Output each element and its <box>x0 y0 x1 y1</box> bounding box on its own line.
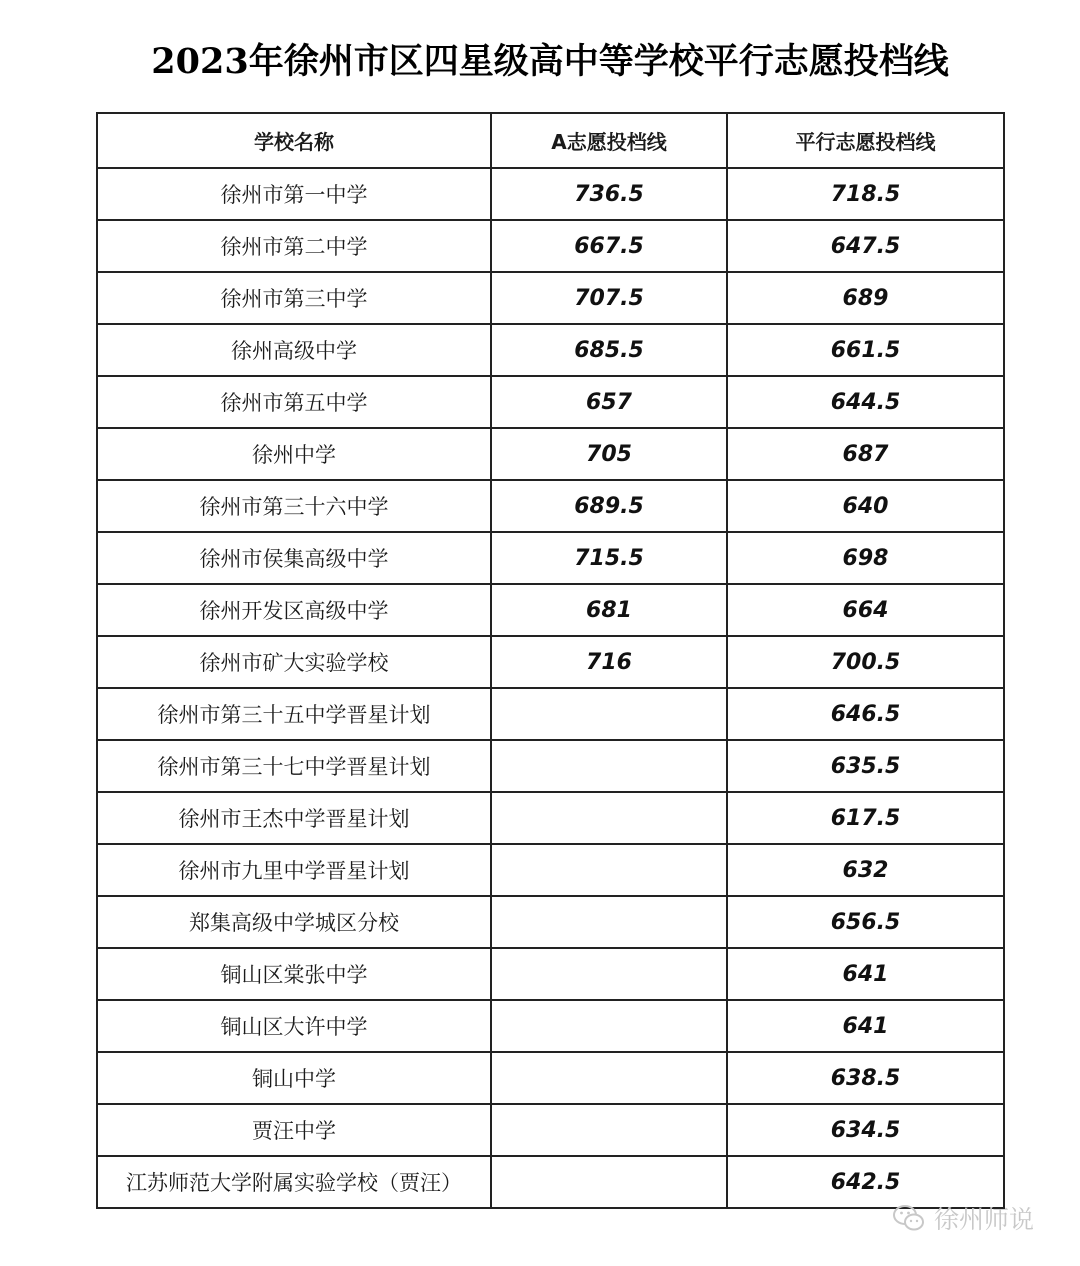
a-score-cell: 707.5 <box>491 272 727 324</box>
school-name-cell: 徐州市第二中学 <box>97 220 491 272</box>
school-name-cell: 铜山区大许中学 <box>97 1000 491 1052</box>
header-parallel-score: 平行志愿投档线 <box>727 113 1004 168</box>
school-name-cell: 贾汪中学 <box>97 1104 491 1156</box>
table-row <box>97 168 1004 220</box>
parallel-score-cell: 687 <box>727 428 1004 480</box>
watermark <box>892 1198 1034 1238</box>
school-name-cell: 徐州市第五中学 <box>97 376 491 428</box>
parallel-score-cell: 635.5 <box>727 740 1004 792</box>
a-score-cell <box>491 1052 727 1104</box>
a-score-cell <box>491 844 727 896</box>
parallel-score-cell: 617.5 <box>727 792 1004 844</box>
a-score-cell: 705 <box>491 428 727 480</box>
table-row <box>97 1052 1004 1104</box>
a-score-cell: 685.5 <box>491 324 727 376</box>
table-row <box>97 948 1004 1000</box>
parallel-score-cell: 664 <box>727 584 1004 636</box>
table-row <box>97 1104 1004 1156</box>
school-name-cell: 徐州市侯集高级中学 <box>97 532 491 584</box>
table-row <box>97 376 1004 428</box>
school-name-cell: 江苏师范大学附属实验学校（贾汪） <box>97 1156 491 1208</box>
table-row <box>97 428 1004 480</box>
table-row <box>97 532 1004 584</box>
wechat-icon <box>892 1203 926 1233</box>
parallel-score-cell: 632 <box>727 844 1004 896</box>
table-row <box>97 636 1004 688</box>
a-score-cell <box>491 1156 727 1208</box>
school-name-cell: 徐州市第三十六中学 <box>97 480 491 532</box>
parallel-score-cell: 638.5 <box>727 1052 1004 1104</box>
parallel-score-cell: 646.5 <box>727 688 1004 740</box>
a-score-cell: 667.5 <box>491 220 727 272</box>
a-score-cell: 689.5 <box>491 480 727 532</box>
school-name-cell: 徐州市第三中学 <box>97 272 491 324</box>
school-name-cell: 徐州市九里中学晋星计划 <box>97 844 491 896</box>
parallel-score-cell: 689 <box>727 272 1004 324</box>
a-score-cell <box>491 688 727 740</box>
a-score-cell: 736.5 <box>491 168 727 220</box>
school-name-cell: 徐州市第三十七中学晋星计划 <box>97 740 491 792</box>
a-score-cell: 716 <box>491 636 727 688</box>
parallel-score-cell: 644.5 <box>727 376 1004 428</box>
parallel-score-cell: 640 <box>727 480 1004 532</box>
parallel-score-cell: 656.5 <box>727 896 1004 948</box>
school-name-cell: 徐州开发区高级中学 <box>97 584 491 636</box>
header-a-score: A志愿投档线 <box>491 113 727 168</box>
table-row <box>97 272 1004 324</box>
parallel-score-cell: 700.5 <box>727 636 1004 688</box>
table-header-row <box>97 113 1004 168</box>
a-score-cell: 681 <box>491 584 727 636</box>
a-score-cell <box>491 1000 727 1052</box>
school-name-cell: 徐州市第一中学 <box>97 168 491 220</box>
parallel-score-cell: 642.5 <box>727 1156 1004 1208</box>
a-score-cell <box>491 740 727 792</box>
table-row <box>97 1156 1004 1208</box>
a-score-cell <box>491 948 727 1000</box>
school-name-cell: 徐州高级中学 <box>97 324 491 376</box>
admission-score-table <box>96 112 1005 1209</box>
school-name-cell: 徐州市矿大实验学校 <box>97 636 491 688</box>
parallel-score-cell: 647.5 <box>727 220 1004 272</box>
a-score-cell: 657 <box>491 376 727 428</box>
school-name-cell: 铜山区棠张中学 <box>97 948 491 1000</box>
table-row <box>97 896 1004 948</box>
table-row <box>97 792 1004 844</box>
table-row <box>97 844 1004 896</box>
a-score-cell <box>491 1104 727 1156</box>
table-row <box>97 480 1004 532</box>
page-title: 2023年徐州市区四星级高中等学校平行志愿投档线 <box>151 41 949 82</box>
parallel-score-cell: 641 <box>727 1000 1004 1052</box>
school-name-cell: 徐州市王杰中学晋星计划 <box>97 792 491 844</box>
parallel-score-cell: 698 <box>727 532 1004 584</box>
parallel-score-cell: 661.5 <box>727 324 1004 376</box>
table-row <box>97 688 1004 740</box>
parallel-score-cell: 634.5 <box>727 1104 1004 1156</box>
table-row <box>97 1000 1004 1052</box>
table-row <box>97 324 1004 376</box>
school-name-cell: 徐州中学 <box>97 428 491 480</box>
table-row <box>97 584 1004 636</box>
header-school-name: 学校名称 <box>97 113 491 168</box>
a-score-cell: 715.5 <box>491 532 727 584</box>
parallel-score-cell: 718.5 <box>727 168 1004 220</box>
table-row <box>97 220 1004 272</box>
school-name-cell: 徐州市第三十五中学晋星计划 <box>97 688 491 740</box>
parallel-score-cell: 641 <box>727 948 1004 1000</box>
school-name-cell: 铜山中学 <box>97 1052 491 1104</box>
table-row <box>97 740 1004 792</box>
watermark-text: 徐州师说 <box>934 1205 1035 1234</box>
school-name-cell: 郑集高级中学城区分校 <box>97 896 491 948</box>
a-score-cell <box>491 896 727 948</box>
a-score-cell <box>491 792 727 844</box>
